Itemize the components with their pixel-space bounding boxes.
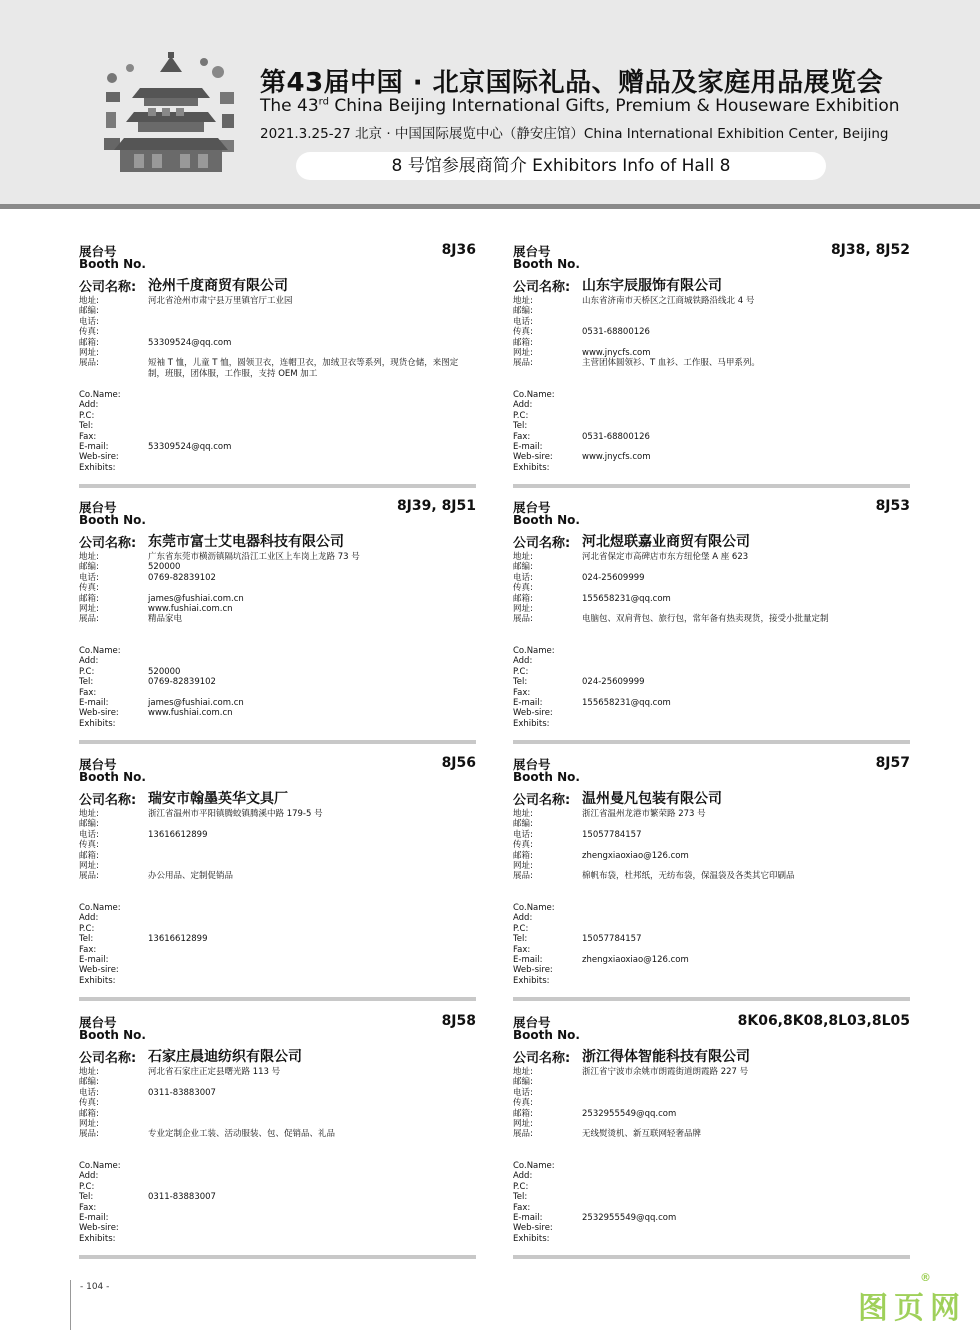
- exhibitor-card: [79, 498, 476, 748]
- company-name-label: 公司名称:: [79, 793, 137, 808]
- en-label-exhibits: Exhibits:: [513, 1233, 550, 1244]
- cn-label-fax: 传真:: [513, 327, 533, 338]
- footer-divider: [70, 1280, 71, 1330]
- booth-number: 8J53: [875, 498, 910, 514]
- cn-label-products: 展品:: [79, 614, 99, 625]
- exhibitor-card: [79, 755, 476, 1005]
- cn-label-products: 展品:: [513, 1129, 533, 1140]
- en-label-email: E-mail:: [79, 442, 109, 452]
- cn-label-products: 展品:: [513, 358, 533, 369]
- en-label-co-name: Co.Name:: [513, 903, 555, 913]
- company-name-label: 公司名称:: [513, 1051, 571, 1066]
- booth-number: 8J38, 8J52: [830, 242, 910, 258]
- en-value-email: 53309524@qq.com: [148, 442, 232, 452]
- en-label-tel: Tel:: [79, 1192, 94, 1203]
- company-name: 东莞市富士艾电器科技有限公司: [148, 534, 344, 550]
- card-divider: [79, 1255, 476, 1259]
- cn-value-website: www.jnycfs.com: [582, 348, 651, 358]
- en-label-co-name: Co.Name:: [513, 646, 555, 656]
- card-divider: [513, 1255, 910, 1259]
- booth-label-cn: 展台号: [513, 757, 551, 772]
- card-divider: [79, 740, 476, 744]
- company-name: 石家庄晨迪纺织有限公司: [148, 1049, 302, 1065]
- cn-label-email: 邮箱:: [79, 337, 99, 348]
- en-label-fax: Fax:: [79, 1202, 97, 1213]
- en-label-email: E-mail:: [79, 1213, 109, 1223]
- en-label-website: Web-sire:: [513, 1223, 553, 1234]
- en-label-pc: P.C:: [513, 923, 529, 934]
- cn-label-products: 展品:: [79, 1129, 99, 1140]
- cn-label-address: 地址:: [79, 809, 99, 819]
- booth-label-en: Booth No.: [79, 1028, 146, 1042]
- cn-value-phone: 0769-82839102: [148, 572, 216, 583]
- cn-label-website: 网址:: [79, 604, 99, 614]
- en-label-add: Add:: [79, 656, 99, 667]
- company-name: 河北煜联嘉业商贸有限公司: [582, 534, 750, 550]
- watermark-logo: [858, 1271, 966, 1327]
- booth-label-cn: 展台号: [79, 1015, 117, 1030]
- booth-label-en: Booth No.: [513, 1028, 580, 1042]
- card-divider: [513, 740, 910, 744]
- watermark-text: 图页网: [858, 1291, 966, 1326]
- company-name-label: 公司名称:: [79, 536, 137, 551]
- en-value-email: 2532955549@qq.com: [582, 1213, 677, 1223]
- cn-label-phone: 电话:: [79, 829, 99, 840]
- cn-value-products: 主营团体圆领衫、T 血衫、工作服、马甲系列。: [582, 358, 760, 369]
- en-label-co-name: Co.Name:: [513, 390, 555, 400]
- en-label-add: Add:: [79, 400, 99, 411]
- cn-value-address: 浙江省宁波市余姚市朗霞街道朗霞路 227 号: [582, 1067, 749, 1077]
- en-label-email: E-mail:: [513, 955, 543, 965]
- cn-label-email: 邮箱:: [513, 337, 533, 348]
- exhibition-logo-icon: [100, 52, 242, 176]
- cn-label-fax: 传真:: [79, 840, 99, 851]
- en-label-exhibits: Exhibits:: [79, 1233, 116, 1244]
- en-label-pc: P.C:: [513, 666, 529, 677]
- cn-label-phone: 电话:: [513, 572, 533, 583]
- en-value-tel: 13616612899: [148, 934, 208, 945]
- cn-label-address: 地址:: [79, 296, 99, 306]
- cn-value-products: 专业定制企业工装、活动服装、包、促销品、礼品: [148, 1129, 336, 1140]
- en-label-pc: P.C:: [513, 1181, 529, 1192]
- en-label-fax: Fax:: [79, 687, 97, 698]
- en-label-tel: Tel:: [79, 677, 94, 688]
- en-label-add: Add:: [79, 913, 99, 924]
- title-en-prefix: The 43: [260, 96, 319, 116]
- booth-label-en: Booth No.: [513, 257, 580, 271]
- exhibition-title-en: [260, 96, 900, 116]
- cn-label-website: 网址:: [513, 861, 533, 871]
- title-en-suffix: China Beijing International Gifts, Premium & Houseware Exhibition: [328, 96, 900, 116]
- company-name-label: 公司名称:: [79, 1051, 137, 1066]
- en-label-add: Add:: [513, 656, 533, 667]
- cn-label-website: 网址:: [79, 348, 99, 358]
- cn-label-email: 邮箱:: [513, 850, 533, 861]
- cn-value-email: 2532955549@qq.com: [582, 1108, 677, 1119]
- cn-label-postcode: 邮编:: [513, 562, 533, 573]
- cn-value-phone: 15057784157: [582, 829, 642, 840]
- cn-label-fax: 传真:: [79, 327, 99, 338]
- booth-number: 8K06,8K08,8L03,8L05: [737, 1013, 910, 1029]
- booth-label-cn: 展台号: [513, 500, 551, 515]
- cn-label-postcode: 邮编:: [513, 306, 533, 317]
- cn-label-phone: 电话:: [79, 572, 99, 583]
- cn-label-website: 网址:: [513, 348, 533, 358]
- company-name: 沧州千度商贸有限公司: [148, 278, 288, 294]
- en-label-add: Add:: [513, 1171, 533, 1182]
- cn-value-address: 河北省保定市高碑店市东方纽伦堡 A 座 623: [582, 552, 749, 562]
- cn-label-email: 邮箱:: [79, 593, 99, 604]
- cn-label-products: 展品:: [79, 358, 99, 369]
- page-number: - 104 -: [80, 1282, 110, 1292]
- cn-value-address: 广东省东莞市横沥镇隔坑沿江工业区上车岗上龙路 73 号: [148, 552, 360, 562]
- en-label-fax: Fax:: [79, 944, 97, 955]
- en-label-co-name: Co.Name:: [513, 1161, 555, 1171]
- cn-label-fax: 传真:: [513, 583, 533, 594]
- cn-value-products: 办公用品、定制促销品: [148, 871, 234, 882]
- booth-label-en: Booth No.: [513, 513, 580, 527]
- en-label-exhibits: Exhibits:: [513, 718, 550, 729]
- exhibitor-card: [79, 242, 476, 492]
- en-label-pc: P.C:: [79, 666, 95, 677]
- en-label-fax: Fax:: [79, 431, 97, 442]
- exhibition-title-cn: 第43届中国 · 北京国际礼品、赠品及家庭用品展览会: [260, 68, 884, 98]
- en-label-exhibits: Exhibits:: [79, 718, 116, 729]
- company-name-label: 公司名称:: [79, 280, 137, 295]
- card-divider: [79, 484, 476, 488]
- cn-value-email: 53309524@qq.com: [148, 337, 232, 348]
- en-label-co-name: Co.Name:: [79, 390, 121, 400]
- en-label-co-name: Co.Name:: [79, 646, 121, 656]
- cn-value-address: 河北省沧州市肃宁县万里镇官厅工业园: [148, 296, 293, 306]
- company-name-label: 公司名称:: [513, 536, 571, 551]
- en-value-tel: 0769-82839102: [148, 677, 216, 688]
- header-divider: [0, 204, 980, 209]
- cn-label-email: 邮箱:: [79, 850, 99, 861]
- en-label-website: Web-sire:: [513, 965, 553, 976]
- en-label-website: Web-sire:: [79, 708, 119, 719]
- watermark-registered-mark: ®: [920, 1271, 937, 1284]
- exhibitor-card: [513, 755, 910, 1005]
- cn-label-address: 地址:: [513, 1067, 533, 1077]
- cn-label-website: 网址:: [513, 1119, 533, 1129]
- cn-value-products: 精品家电: [148, 614, 183, 625]
- cn-label-address: 地址:: [79, 552, 99, 562]
- cn-value-fax: 0531-68800126: [582, 327, 650, 338]
- cn-label-phone: 电话:: [79, 1087, 99, 1098]
- cn-value-email: zhengxiaoxiao@126.com: [582, 850, 689, 861]
- booth-label-cn: 展台号: [79, 244, 117, 259]
- booth-label-en: Booth No.: [513, 770, 580, 784]
- en-value-tel: 0311-83883007: [148, 1192, 216, 1203]
- cn-value-products: 棉帆布袋，杜邦纸，无纺布袋，保温袋及各类其它印刷品: [582, 871, 795, 882]
- cn-value-products: 短袖 T 恤，儿童 T 恤，圆领卫衣，连帽卫衣，加绒卫衣等系列，现货仓储，来图定制，班服，团体服，工作服，支持 OEM 加工: [148, 358, 459, 379]
- cn-value-phone: 024-25609999: [582, 572, 645, 583]
- booth-number: 8J57: [875, 755, 910, 771]
- en-label-website: Web-sire:: [79, 1223, 119, 1234]
- en-label-website: Web-sire:: [513, 708, 553, 719]
- en-value-website: www.jnycfs.com: [582, 452, 651, 463]
- exhibition-date-venue: 2021.3.25-27 北京 · 中国国际展览中心（静安庄馆）China International Exhibition Center, Beijing: [260, 126, 889, 142]
- cn-label-fax: 传真:: [513, 840, 533, 851]
- cn-value-address: 山东省济南市天桥区之江商城铁路沿线北 4 号: [582, 296, 755, 306]
- cn-label-fax: 传真:: [513, 1098, 533, 1109]
- cn-label-website: 网址:: [79, 1119, 99, 1129]
- cn-value-email: 155658231@qq.com: [582, 593, 671, 604]
- en-label-tel: Tel:: [513, 421, 528, 432]
- en-label-exhibits: Exhibits:: [513, 975, 550, 986]
- en-label-email: E-mail:: [513, 442, 543, 452]
- cn-label-address: 地址:: [513, 552, 533, 562]
- card-divider: [513, 997, 910, 1001]
- en-label-tel: Tel:: [513, 934, 528, 945]
- cn-value-email: james@fushiai.com.cn: [148, 593, 244, 604]
- cn-label-address: 地址:: [79, 1067, 99, 1077]
- booth-label-cn: 展台号: [79, 500, 117, 515]
- en-value-email: 155658231@qq.com: [582, 698, 671, 708]
- cn-value-products: 电脑包、双肩背包、旅行包，常年备有热卖现货，接受小批量定制: [582, 614, 829, 625]
- en-label-co-name: Co.Name:: [79, 1161, 121, 1171]
- cn-label-postcode: 邮编:: [513, 819, 533, 830]
- cn-value-address: 浙江省温州龙港市繁荣路 273 号: [582, 809, 706, 819]
- cn-value-website: www.fushiai.com.cn: [148, 604, 233, 614]
- cn-label-postcode: 邮编:: [79, 306, 99, 317]
- cn-label-postcode: 邮编:: [79, 562, 99, 573]
- en-label-add: Add:: [79, 1171, 99, 1182]
- booth-number: 8J58: [441, 1013, 476, 1029]
- card-divider: [79, 997, 476, 1001]
- en-label-fax: Fax:: [513, 1202, 531, 1213]
- en-label-email: E-mail:: [513, 1213, 543, 1223]
- en-label-exhibits: Exhibits:: [79, 462, 116, 473]
- exhibitor-card: [513, 1013, 910, 1263]
- card-divider: [513, 484, 910, 488]
- en-label-add: Add:: [513, 400, 533, 411]
- company-name-label: 公司名称:: [513, 280, 571, 295]
- en-label-email: E-mail:: [513, 698, 543, 708]
- booth-number: 8J39, 8J51: [396, 498, 476, 514]
- en-label-email: E-mail:: [79, 698, 109, 708]
- title-en-sup: rd: [318, 96, 329, 108]
- cn-label-email: 邮箱:: [513, 1108, 533, 1119]
- cn-value-products: 无线熨烫机、新互联网轻奢品牌: [582, 1129, 702, 1140]
- en-value-tel: 15057784157: [582, 934, 642, 945]
- cn-value-phone: 13616612899: [148, 829, 208, 840]
- company-name: 浙江得体智能科技有限公司: [582, 1049, 750, 1065]
- company-name-label: 公司名称:: [513, 793, 571, 808]
- company-name: 瑞安市翰墨英华文具厂: [148, 791, 288, 807]
- en-label-exhibits: Exhibits:: [513, 462, 550, 473]
- exhibitor-card: [513, 242, 910, 492]
- en-label-tel: Tel:: [513, 1192, 528, 1203]
- booth-label-cn: 展台号: [513, 1015, 551, 1030]
- en-label-website: Web-sire:: [513, 452, 553, 463]
- en-label-add: Add:: [513, 913, 533, 924]
- cn-label-postcode: 邮编:: [79, 819, 99, 830]
- en-label-website: Web-sire:: [79, 965, 119, 976]
- booth-number: 8J36: [441, 242, 476, 258]
- cn-label-postcode: 邮编:: [79, 1077, 99, 1088]
- cn-label-address: 地址:: [513, 296, 533, 306]
- en-label-pc: P.C:: [513, 410, 529, 421]
- cn-label-address: 地址:: [513, 809, 533, 819]
- cn-label-email: 邮箱:: [79, 1108, 99, 1119]
- en-value-pc: 520000: [148, 666, 181, 677]
- booth-label-en: Booth No.: [79, 513, 146, 527]
- en-label-fax: Fax:: [513, 431, 531, 442]
- cn-value-postcode: 520000: [148, 562, 181, 573]
- en-label-fax: Fax:: [513, 687, 531, 698]
- en-label-fax: Fax:: [513, 944, 531, 955]
- cn-label-fax: 传真:: [79, 583, 99, 594]
- booth-label-cn: 展台号: [513, 244, 551, 259]
- en-label-co-name: Co.Name:: [79, 903, 121, 913]
- en-value-tel: 024-25609999: [582, 677, 645, 688]
- cn-value-address: 河北省石家庄正定县曙光路 113 号: [148, 1067, 281, 1077]
- en-value-website: www.fushiai.com.cn: [148, 708, 233, 719]
- cn-label-fax: 传真:: [79, 1098, 99, 1109]
- en-value-fax: 0531-68800126: [582, 431, 650, 442]
- exhibitor-card: [79, 1013, 476, 1263]
- booth-number: 8J56: [441, 755, 476, 771]
- cn-value-phone: 0311-83883007: [148, 1087, 216, 1098]
- cn-label-products: 展品:: [513, 871, 533, 882]
- cn-label-email: 邮箱:: [513, 593, 533, 604]
- cn-label-phone: 电话:: [513, 316, 533, 327]
- en-value-email: james@fushiai.com.cn: [148, 698, 244, 708]
- en-label-tel: Tel:: [513, 677, 528, 688]
- en-label-email: E-mail:: [79, 955, 109, 965]
- booth-label-en: Booth No.: [79, 770, 146, 784]
- company-name: 温州曼凡包装有限公司: [582, 791, 722, 807]
- cn-label-website: 网址:: [513, 604, 533, 614]
- hall-banner: 8 号馆参展商简介 Exhibitors Info of Hall 8: [296, 152, 826, 180]
- en-value-email: zhengxiaoxiao@126.com: [582, 955, 689, 965]
- en-label-tel: Tel:: [79, 421, 94, 432]
- booth-label-en: Booth No.: [79, 257, 146, 271]
- cn-label-website: 网址:: [79, 861, 99, 871]
- en-label-tel: Tel:: [79, 934, 94, 945]
- cn-label-phone: 电话:: [513, 1087, 533, 1098]
- exhibitor-card: [513, 498, 910, 748]
- cn-label-phone: 电话:: [513, 829, 533, 840]
- cn-label-products: 展品:: [513, 614, 533, 625]
- cn-value-address: 浙江省温州市平阳镇腾蛟镇腾溪中路 179-5 号: [148, 809, 323, 819]
- en-label-pc: P.C:: [79, 923, 95, 934]
- cn-label-phone: 电话:: [79, 316, 99, 327]
- en-label-pc: P.C:: [79, 410, 95, 421]
- en-label-website: Web-sire:: [79, 452, 119, 463]
- company-name: 山东宇辰服饰有限公司: [582, 278, 722, 294]
- booth-label-cn: 展台号: [79, 757, 117, 772]
- en-label-exhibits: Exhibits:: [79, 975, 116, 986]
- page-header: [0, 0, 980, 204]
- en-label-pc: P.C:: [79, 1181, 95, 1192]
- cn-label-postcode: 邮编:: [513, 1077, 533, 1088]
- cn-label-products: 展品:: [79, 871, 99, 882]
